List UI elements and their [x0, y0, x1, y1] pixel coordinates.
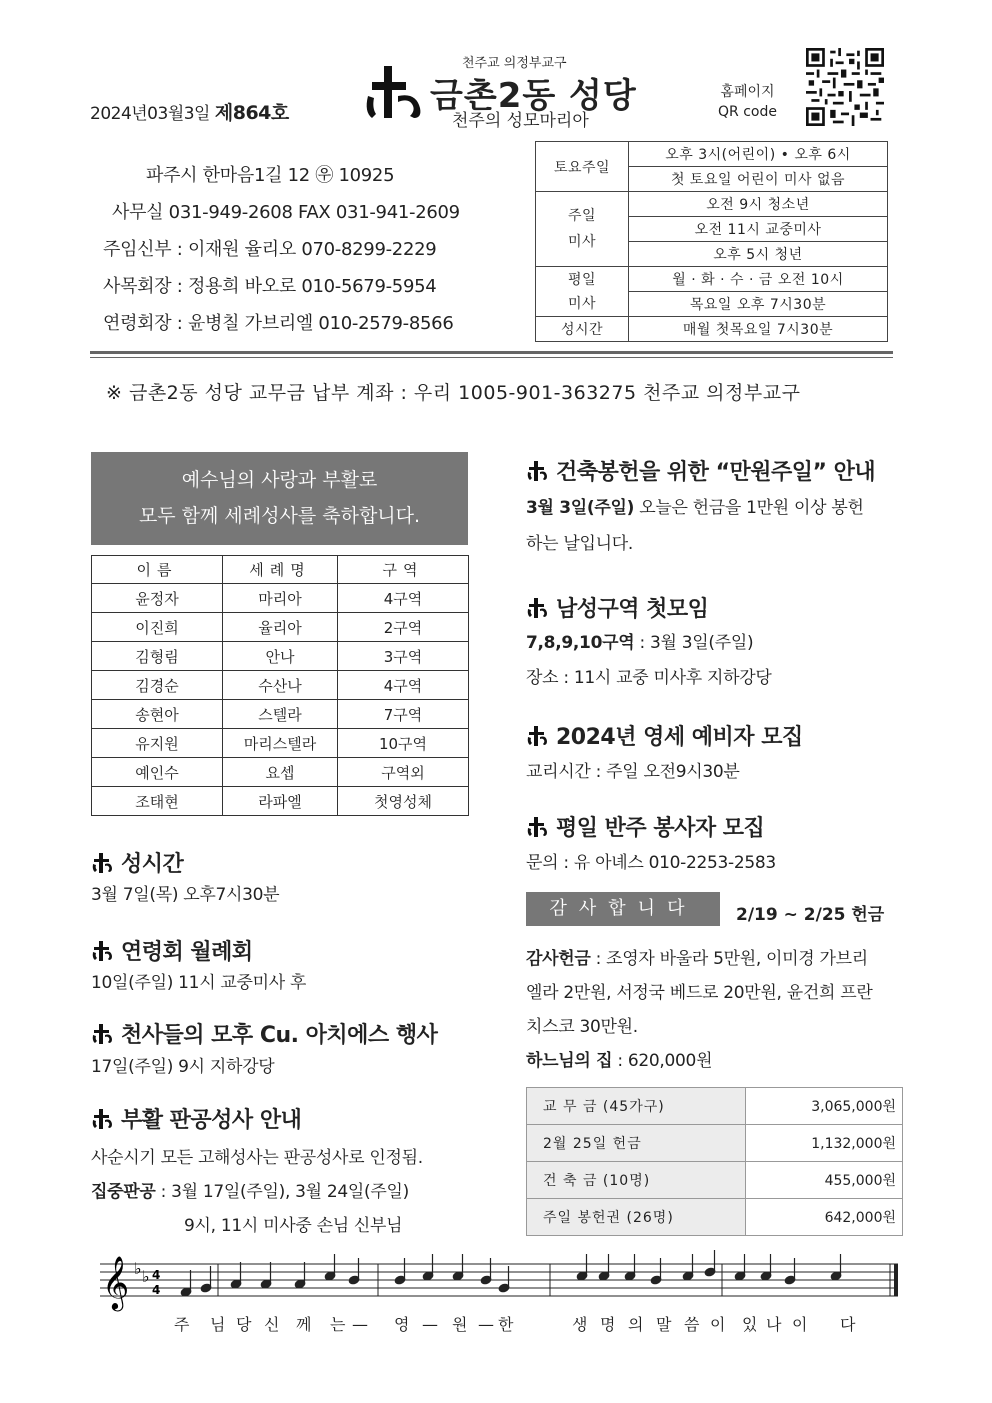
lyric-syllable: 생: [572, 1315, 588, 1334]
lyric-syllable: 씀: [684, 1315, 700, 1334]
holyhour-body: 3월 7일(목) 오후7시30분: [91, 885, 280, 905]
issue-date: 2024년03월3일: [90, 104, 210, 124]
cell-name: 이진희: [92, 613, 223, 642]
lyric-syllable: 당: [236, 1315, 252, 1334]
sun-label-2: 미사: [567, 234, 597, 250]
lyric-syllable: 이: [792, 1315, 808, 1334]
cell-baptismal-name: 수산나: [223, 671, 338, 700]
music-score: [90, 1250, 910, 1340]
col-name: 이름: [92, 556, 223, 584]
cell-name: 조태현: [92, 787, 223, 816]
address: 파주시 한마음1길 12 ㉾ 10925: [146, 165, 395, 186]
confession-label: 집중판공: [91, 1182, 156, 1202]
cross-icon: [526, 816, 548, 838]
offering-value: 3,065,000원: [746, 1088, 903, 1125]
building-body-1: [526, 491, 864, 525]
offering-value: 455,000원: [746, 1162, 903, 1199]
lyric-syllable: 영: [394, 1315, 410, 1334]
lyric-syllable: 다: [840, 1315, 856, 1334]
building-text: 오늘은 헌금을 1만원 이상 봉헌: [634, 498, 864, 518]
col-baptismal-name: 세례명: [223, 556, 338, 584]
confession-body-1: 사순시기 모든 고해성사는 판공성사로 인정됨.: [91, 1148, 423, 1168]
thanks-period: 2/19 ~ 2/25 헌금: [736, 905, 885, 925]
office-phone: 사무실 031-949-2608 FAX 031-941-2609: [112, 202, 460, 223]
baptism-banner: [91, 452, 468, 545]
cell-district: 4구역: [338, 671, 469, 700]
lyric-syllable: 말: [656, 1315, 672, 1334]
thanks-body: [526, 942, 906, 1078]
men-heading: [526, 592, 708, 623]
confession-body-3: 9시, 11시 미사중 손님 신부님: [184, 1216, 403, 1236]
baptism-table-header: [92, 556, 469, 584]
cell-district: 첫영성체: [338, 787, 469, 816]
lyric-syllable: —: [352, 1315, 368, 1334]
thanks-banner: 감사합니다: [526, 892, 720, 926]
col-district: 구역: [338, 556, 469, 584]
cross-icon: [91, 852, 113, 874]
cell-name: 김형림: [92, 642, 223, 671]
lyric-syllable: —: [478, 1315, 494, 1334]
council-chair-contact: 사목회장 : 정용희 바오로 010-5679-5954: [103, 276, 437, 297]
sat-mass-2: 첫 토요일 어린이 미사 없음: [629, 167, 888, 192]
cell-district: 3구역: [338, 642, 469, 671]
cell-baptismal-name: 스텔라: [223, 700, 338, 729]
men-body-1: [526, 626, 753, 660]
cell-name: 윤정자: [92, 584, 223, 613]
thanks-line-2: 엘라 2만원, 서정국 베드로 20만원, 윤건희 프란: [526, 983, 873, 1003]
cell-name: 김경순: [92, 671, 223, 700]
building-title: 건축봉헌을 위한 “만원주일” 안내: [556, 460, 876, 485]
cell-name: 예인수: [92, 758, 223, 787]
lyric-syllable: 의: [628, 1315, 644, 1334]
lyric-syllable: 나: [766, 1315, 782, 1334]
mass-schedule-table: [535, 141, 888, 342]
qr-caption-line1: 홈페이지: [720, 84, 775, 100]
table-row: [92, 758, 469, 787]
confession-title: 부활 판공성사 안내: [121, 1108, 302, 1133]
baptism-banner-line2: 모두 함께 세례성사를 축하합니다.: [138, 505, 421, 527]
accompanist-body: 문의 : 유 아녜스 010-2253-2583: [526, 853, 776, 873]
legion-heading: [91, 935, 253, 966]
time-signature-bottom: 4: [152, 1283, 161, 1297]
cross-icon: [526, 725, 548, 747]
pastor-contact: 주임신부 : 이재원 율리오 070-8299-2229: [103, 239, 437, 260]
parish-patron: 천주의 성모마리아: [452, 111, 589, 131]
baptism-table: [91, 555, 469, 816]
lyric-syllable: 신: [264, 1315, 280, 1334]
parish-title: 금촌2동 성당: [430, 76, 637, 116]
lyric-syllable: 님: [210, 1315, 226, 1334]
time-signature-top: 4: [152, 1268, 161, 1282]
sun-mass-2: 오전 11시 교중미사: [629, 217, 888, 242]
cross-icon: [91, 940, 113, 962]
sun-label: [536, 192, 629, 267]
weekday-mass-2: 목요일 오후 7시30분: [629, 292, 888, 317]
house-of-god-value: : 620,000원: [612, 1051, 713, 1071]
accompanist-title: 평일 반주 봉사자 모집: [556, 816, 765, 841]
thanks-label: 감사헌금: [526, 949, 591, 969]
header-divider: [90, 351, 893, 358]
offerings-table: [526, 1087, 903, 1236]
table-row: [92, 613, 469, 642]
table-row: [527, 1125, 903, 1162]
lyric-syllable: 명: [600, 1315, 616, 1334]
catechumen-heading: [526, 720, 803, 751]
holyhour-time: 매월 첫목요일 7시30분: [629, 317, 888, 342]
offering-label: 주일 봉헌권 (26명): [527, 1199, 746, 1236]
cell-name: 송현아: [92, 700, 223, 729]
offering-label: 교 무 금 (45가구): [527, 1088, 746, 1125]
table-row: [527, 1088, 903, 1125]
confession-heading: [91, 1103, 301, 1134]
men-date: : 3월 3일(주일): [634, 633, 754, 653]
house-of-god-label: 하느님의 집: [526, 1051, 613, 1071]
table-row: [92, 642, 469, 671]
lyric-syllable: 이: [710, 1315, 726, 1334]
legion-title: 연령회 월례회: [121, 940, 253, 965]
holyhour-label: 성시간: [536, 317, 629, 342]
table-row: [92, 700, 469, 729]
sat-label: 토요주일: [536, 142, 629, 192]
cell-baptismal-name: 마리아: [223, 584, 338, 613]
cross-icon: [526, 597, 548, 619]
acies-title: 천사들의 모후 Cu. 아치에스 행사: [121, 1023, 438, 1048]
lyric-syllable: 한: [498, 1315, 514, 1334]
men-title: 남성구역 첫모임: [556, 597, 709, 622]
weekday-label: [536, 267, 629, 317]
table-row: [92, 787, 469, 816]
lyric-syllable: —: [422, 1315, 438, 1334]
cell-baptismal-name: 요셉: [223, 758, 338, 787]
table-row: [92, 671, 469, 700]
treble-clef-icon: 𝄞: [102, 1255, 130, 1309]
cell-baptismal-name: 라파엘: [223, 787, 338, 816]
building-heading: [526, 455, 875, 486]
table-row: [92, 584, 469, 613]
legion-body: 10일(주일) 11시 교중미사 후: [91, 973, 307, 993]
catechumen-body: 교리시간 : 주일 오전9시30분: [526, 762, 740, 782]
thanks-line-3: 치스코 30만원.: [526, 1017, 638, 1037]
holyhour-heading: [91, 847, 183, 878]
qr-caption: [718, 82, 777, 122]
acies-heading: [91, 1018, 437, 1049]
men-body-2: 장소 : 11시 교중 미사후 지하강당: [526, 668, 772, 688]
thanks-line-1: [526, 942, 906, 976]
parish-cross-logo-icon: [362, 62, 430, 122]
elder-chair-contact: 연령회장 : 윤병칠 가브리엘 010-2579-8566: [103, 313, 454, 334]
cell-name: 유지원: [92, 729, 223, 758]
cell-district: 10구역: [338, 729, 469, 758]
weekday-label-1: 평일: [567, 271, 597, 288]
table-row: [527, 1162, 903, 1199]
thanks-line-4: [526, 1044, 906, 1078]
lyric-syllable: 원: [452, 1315, 468, 1334]
cross-icon: [91, 1108, 113, 1130]
building-body-2: 하는 날입니다.: [526, 534, 633, 554]
cell-baptismal-name: 안나: [223, 642, 338, 671]
weekday-mass-1: 월 · 화 · 수 · 금 오전 10시: [629, 267, 888, 292]
accompanist-heading: [526, 811, 764, 842]
sat-mass-1: 오후 3시(어린이) • 오후 6시: [629, 142, 888, 167]
baptism-banner-line1: 예수님의 사랑과 부활로: [181, 469, 378, 491]
offering-label: 2월 25일 헌금: [527, 1125, 746, 1162]
offering-value: 1,132,000원: [746, 1125, 903, 1162]
sun-mass-3: 오후 5시 청년: [629, 242, 888, 267]
cell-district: 7구역: [338, 700, 469, 729]
lyric-syllable: 께: [296, 1315, 312, 1334]
account-notice: ※ 금촌2동 성당 교무금 납부 계좌 : 우리 1005-901-363275 천주교 의정부교구: [106, 382, 801, 404]
sun-label-1: 주일: [567, 208, 597, 224]
building-date: 3월 3일(주일): [526, 498, 635, 518]
issue-number: 제864호: [214, 102, 289, 124]
cross-icon: [526, 460, 548, 482]
lyric-syllable: 있: [742, 1315, 758, 1334]
table-row: [92, 729, 469, 758]
diocese-name: 천주교 의정부교구: [462, 56, 567, 71]
cell-district: 4구역: [338, 584, 469, 613]
acies-body: 17일(주일) 9시 지하강당: [91, 1057, 275, 1077]
cell-baptismal-name: 율리아: [223, 613, 338, 642]
qr-code-icon[interactable]: [806, 48, 884, 126]
issue-dateline: [90, 98, 289, 125]
lyric-syllable: 주: [174, 1315, 190, 1334]
offering-label: 건 축 금 (10명): [527, 1162, 746, 1199]
cell-district: 2구역: [338, 613, 469, 642]
cross-icon: [91, 1023, 113, 1045]
qr-caption-line2: QR code: [718, 104, 777, 120]
table-row: [527, 1199, 903, 1236]
confession-dates: : 3월 17일(주일), 3월 24일(주일): [155, 1182, 409, 1202]
men-districts: 7,8,9,10구역: [526, 633, 635, 653]
cell-baptismal-name: 마리스텔라: [223, 729, 338, 758]
confession-body-2: [91, 1175, 409, 1209]
cell-district: 구역외: [338, 758, 469, 787]
sun-mass-1: 오전 9시 청소년: [629, 192, 888, 217]
weekday-label-2: 미사: [567, 295, 597, 312]
flat-sign-icon: ♭: [134, 1259, 142, 1278]
offering-value: 642,000원: [746, 1199, 903, 1236]
lyric-syllable: 는: [330, 1315, 346, 1334]
catechumen-title: 2024년 영세 예비자 모집: [556, 725, 803, 750]
thanks-text-1: : 조영자 바울라 5만원, 이미경 가브리: [590, 949, 868, 969]
holyhour-title: 성시간: [121, 852, 184, 877]
flat-sign-icon: ♭: [142, 1267, 150, 1286]
